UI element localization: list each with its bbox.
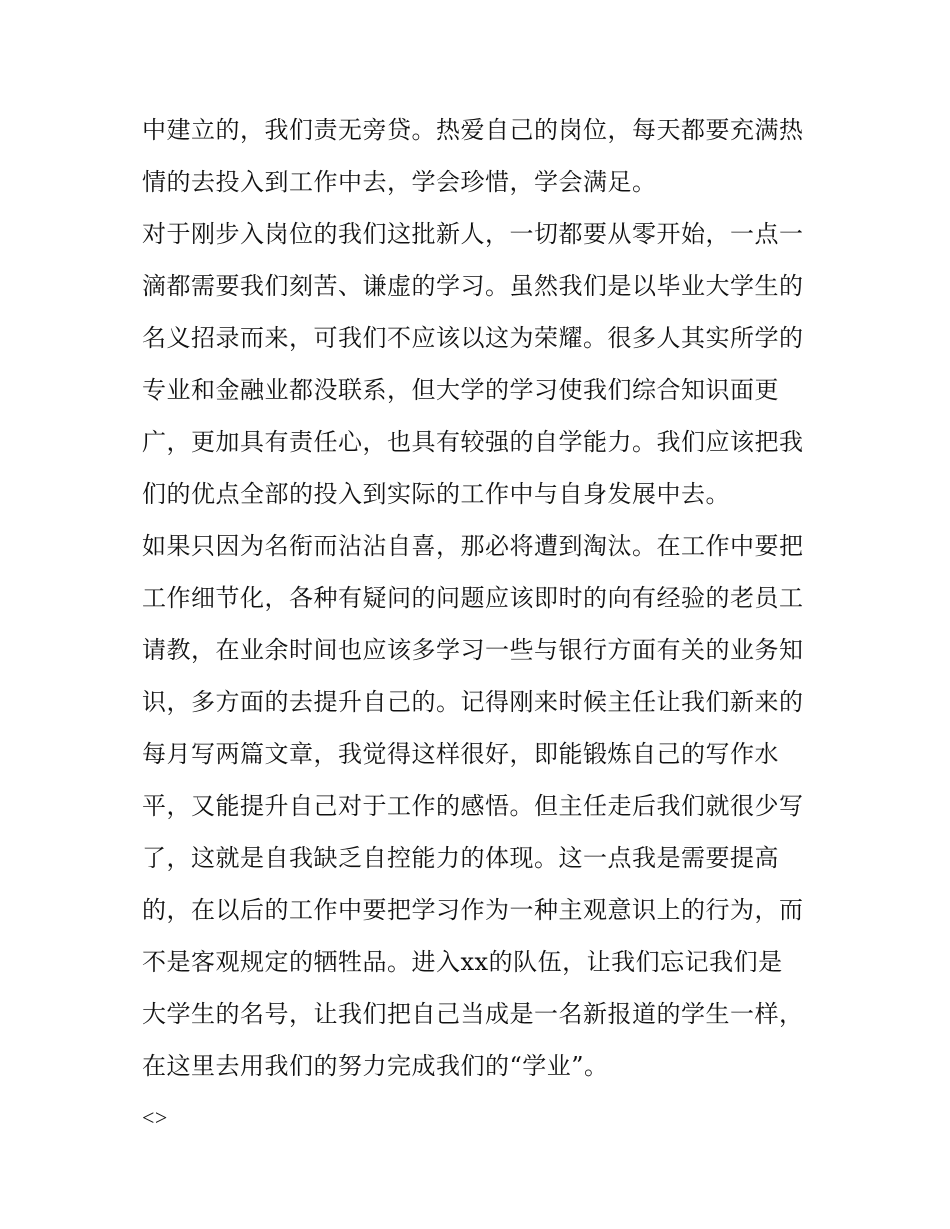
text-line: 不是客观规定的牺牲品。进入xx的队伍，让我们忘记我们是: [142, 948, 783, 976]
text-line: 专业和金融业都没联系，但大学的学习使我们综合知识面更: [142, 376, 779, 404]
text-line: 广，更加具有责任心，也具有较强的自学能力。我们应该把我: [142, 428, 804, 456]
text-line: 识，多方面的去提升自己的。记得刚来时候主任让我们新来的: [142, 688, 804, 716]
text-line: 对于刚步入岗位的我们这批新人，一切都要从零开始，一点一: [142, 220, 804, 248]
text-line: 滴都需要我们刻苦、谦虚的学习。虽然我们是以毕业大学生的: [142, 272, 804, 300]
text-line: 大学生的名号，让我们把自己当成是一名新报道的学生一样，: [142, 1000, 804, 1028]
text-line: 在这里去用我们的努力完成我们的“学业”。: [142, 1052, 609, 1080]
text-line: 如果只因为名衔而沾沾自喜，那必将遭到淘汰。在工作中要把: [142, 532, 804, 560]
text-line: 了，这就是自我缺乏自控能力的体现。这一点我是需要提高: [142, 844, 779, 872]
text-line: 情的去投入到工作中去，学会珍惜，学会满足。: [142, 168, 657, 196]
text-line: 每月写两篇文章，我觉得这样很好，即能锻炼自己的写作水: [142, 740, 779, 768]
text-line: 工作细节化，各种有疑问的问题应该即时的向有经验的老员工: [142, 584, 804, 612]
text-line: 中建立的，我们责无旁贷。热爱自己的岗位，每天都要充满热: [142, 116, 804, 144]
body-text: [142, 104, 817, 1144]
text-line: 的，在以后的工作中要把学习作为一种主观意识上的行为，而: [142, 896, 804, 924]
text-line: 平，又能提升自己对于工作的感悟。但主任走后我们就很少写: [142, 792, 804, 820]
end-mark: <>: [142, 1105, 168, 1130]
text-line: 名义招录而来，可我们不应该以这为荣耀。很多人其实所学的: [142, 324, 804, 352]
text-line: 们的优点全部的投入到实际的工作中与自身发展中去。: [142, 480, 730, 508]
text-line: 请教，在业余时间也应该多学习一些与银行方面有关的业务知: [142, 636, 804, 664]
